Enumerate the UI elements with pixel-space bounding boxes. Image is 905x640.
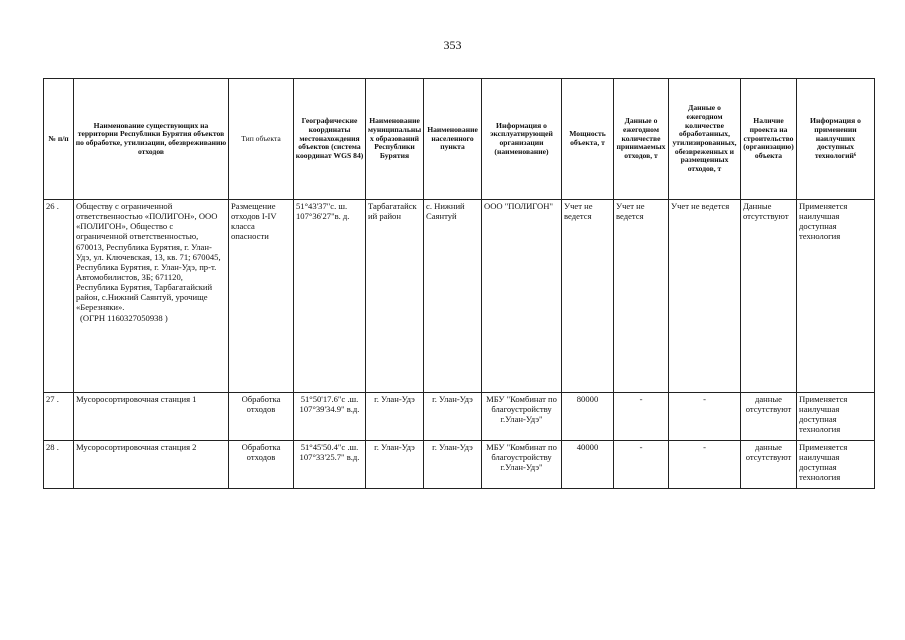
facility-operator: МБУ "Комбинат по благоустройству г.Улан-Удэ" [482,393,562,441]
waste-facilities-table [43,78,875,489]
facility-bat: Применяется наилучшая доступная технология [797,200,875,393]
facility-processed: Учет не ведется [669,200,741,393]
facility-capacity: 40000 [562,441,614,489]
header-cell: Информация о эксплуатирующей организации (наименование) [482,79,562,200]
facility-name-text: Обществу с ограниченной ответственностью «ПОЛИГОН», ООО «ПОЛИГОН», Общество с ограниченной ответственностью, 670013, Республика Бурятия, г. Улан-Удэ, ул. Ключевская, 13, кв. 71; 670045, Республика Бурятия, г. Улан-Удэ, пр-т. Автомобилистов, 3Б; 671120, Республика Бурятия, Тарбагатайский район, с.Нижний Саянтуй, урочище «Березняки». [76,201,221,313]
facility-name: Мусоросортировочная станция 2 [74,441,229,489]
facility-capacity: Учет не ведется [562,200,614,393]
facility-name [74,200,229,393]
facility-settlement: с. Нижний Саянтуй [424,200,482,393]
row-number: 27 . [44,393,74,441]
header-cell: Наименование существующих на территории Республики Бурятия объектов по обработке, утилизации, обезвреживанию отходов [74,79,229,200]
table-row [44,441,875,489]
facility-processed: - [669,393,741,441]
facility-project: данные отсутствуют [741,441,797,489]
header-cell: Информация о применении наилучших доступных технологий⁶ [797,79,875,200]
facility-project: данные отсутствуют [741,393,797,441]
facility-bat: Применяется наилучшая доступная технология [797,441,875,489]
facility-type: Обработка отходов [229,441,294,489]
header-cell: Данные о ежегодном количестве принимаемых отходов, т [614,79,669,200]
facility-operator: МБУ "Комбинат по благоустройству г.Улан-Удэ" [482,441,562,489]
header-cell: Наименование муниципальных образований Республики Бурятия [366,79,424,200]
facility-coords: 51°43'37"с. ш. 107°36'27"в. д. [294,200,366,393]
row-number: 28 . [44,441,74,489]
row-number: 26 . [44,200,74,393]
page-number: 353 [443,38,462,52]
facility-ogrn: (ОГРН 1160327050938 ) [80,312,168,323]
facility-coords: 51°50'17.6"с .ш. 107°39'34.9" в.д. [294,393,366,441]
facility-project: Данные отсутствуют [741,200,797,393]
header-cell: № п/п [44,79,74,200]
facility-settlement: г. Улан-Удэ [424,393,482,441]
table-row [44,393,875,441]
header-cell: Наименование населенного пункта [424,79,482,200]
facility-capacity: 80000 [562,393,614,441]
facility-municipality: г. Улан-Удэ [366,393,424,441]
header-cell: Данные о ежегодном количестве обработанных, утилизированных, обезвреженных и размещенных отходов, т [669,79,741,200]
header-cell: Географические координаты местонахождения объектов (система координат WGS 84) [294,79,366,200]
facility-type: Обработка отходов [229,393,294,441]
facility-municipality: Тарбагатайский район [366,200,424,393]
header-cell: Тип объекта [229,79,294,200]
facility-accepted: - [614,393,669,441]
facility-municipality: г. Улан-Удэ [366,441,424,489]
facility-accepted: Учет не ведется [614,200,669,393]
table-row [44,200,875,393]
facility-accepted: - [614,441,669,489]
facility-processed: - [669,441,741,489]
facility-name: Мусоросортировочная станция 1 [74,393,229,441]
header-cell: Наличие проекта на строительство (организацию) объекта [741,79,797,200]
header-cell: Мощность объекта, т [562,79,614,200]
facility-operator: ООО "ПОЛИГОН" [482,200,562,393]
facility-bat: Применяется наилучшая доступная технология [797,393,875,441]
facility-settlement: г. Улан-Удэ [424,441,482,489]
table-header-row [44,79,875,200]
facility-type: Размещение отходов I-IV класса опасности [229,200,294,393]
facility-coords: 51°45'50.4"с .ш. 107°33'25.7" в.д. [294,441,366,489]
